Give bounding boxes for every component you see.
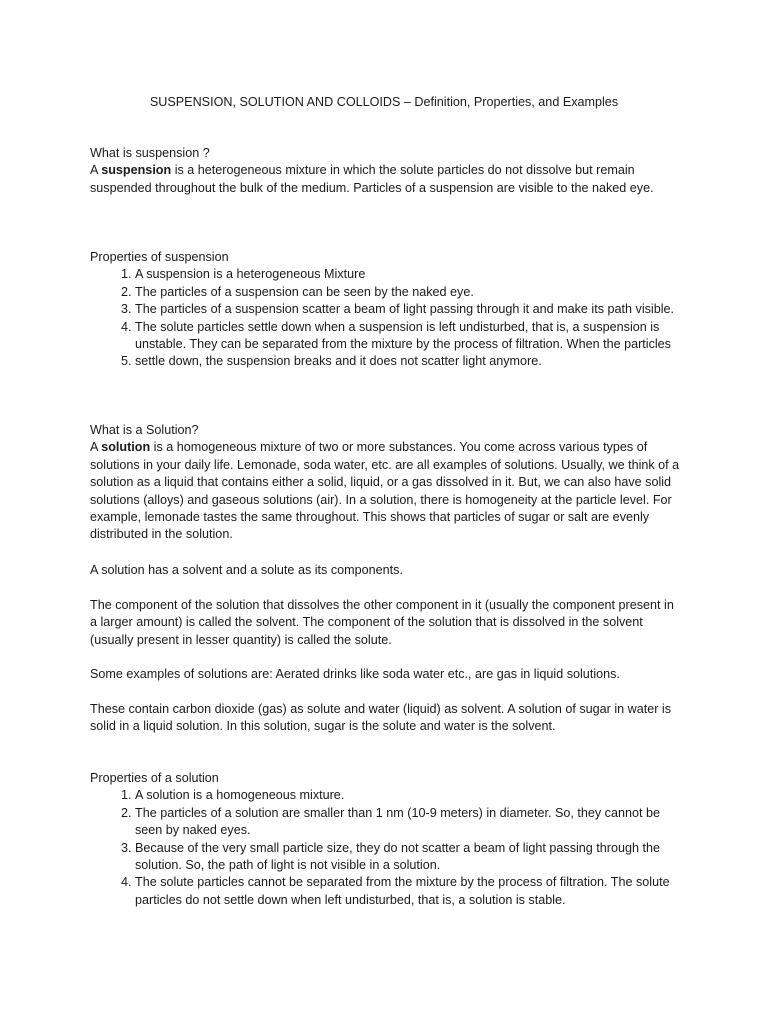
list-item: 4. The solute particles settle down when a suspension is left undisturbed, that is, a suspension is unstable. They can be separated from the mixture by the process of filtration. When the particles	[135, 319, 680, 354]
suspension-definition-prefix: A	[90, 163, 102, 178]
solution-section	[90, 422, 680, 544]
solution-question: What is a Solution?	[90, 423, 199, 437]
suspension-term: suspension	[101, 163, 172, 178]
suspension-properties-section	[90, 249, 680, 371]
solution-components-text: A solution has a solvent and a solute as its components.	[90, 563, 403, 577]
list-item: 3. The particles of a suspension scatter a beam of light passing through it and make its path visible.	[135, 301, 680, 318]
solution-term: solution	[101, 440, 151, 455]
suspension-question: What is suspension ?	[90, 146, 210, 160]
solution-definition-prefix: A	[90, 440, 102, 455]
list-item: 1. A suspension is a heterogeneous Mixture	[135, 266, 680, 283]
solution-properties-heading: Properties of a solution	[90, 771, 219, 785]
solution-properties-section	[90, 770, 680, 909]
suspension-definition-text: is a heterogeneous mixture in which the solute particles do not dissolve but remain suspended throughout the bulk of the medium. Particles of a suspension are visible to the naked eye.	[90, 163, 654, 195]
carbon-dioxide-paragraph	[90, 701, 680, 736]
solution-components-paragraph	[90, 562, 680, 579]
list-item: 4. The solute particles cannot be separated from the mixture by the process of filtration. The solute particles do not settle down when left undisturbed, that is, a solution is stable.	[135, 874, 680, 909]
solution-properties-list	[90, 787, 680, 909]
list-item: 3. Because of the very small particle size, they do not scatter a beam of light passing through the solution. So, the path of light is not visible in a solution.	[135, 840, 680, 875]
list-item: 2. The particles of a solution are smaller than 1 nm (10-9 meters) in diameter. So, they cannot be seen by naked eyes.	[135, 805, 680, 840]
list-item: 5. settle down, the suspension breaks and it does not scatter light anymore.	[135, 353, 680, 370]
suspension-section	[90, 145, 680, 197]
solution-examples-paragraph	[90, 666, 680, 683]
solvent-solute-text: The component of the solution that dissolves the other component in it (usually the component present in a larger amount) is called the solvent. The component of the solution that is dissolved in the solvent (usually present in lesser quantity) is called the solute.	[90, 598, 674, 647]
carbon-dioxide-text: These contain carbon dioxide (gas) as solute and water (liquid) as solvent. A solution of sugar in water is solid in a liquid solution. In this solution, sugar is the solute and water is the solvent.	[90, 702, 672, 734]
solution-examples-text: Some examples of solutions are: Aerated drinks like soda water etc., are gas in liquid solutions.	[90, 667, 620, 681]
solution-definition	[90, 439, 680, 543]
solution-definition-text: is a homogeneous mixture of two or more substances. You come across various types of solutions in your daily life. Lemonade, soda water, etc. are all examples of solutions. Usually, we think of a solution as a liquid that contains either a solid, liquid, or a gas dissolved in it. But, we can also have solid solutions (alloys) and gaseous solutions (air). In a solution, there is homogeneity at the particle level. For example, lemonade tastes the same throughout. This shows that particles of sugar or salt are evenly distributed in the solution.	[90, 440, 680, 542]
suspension-properties-heading: Properties of suspension	[90, 250, 229, 264]
suspension-definition	[90, 162, 680, 197]
solution-definition-paragraph	[90, 597, 680, 649]
suspension-properties-list	[90, 266, 680, 370]
list-item: 1. A solution is a homogeneous mixture.	[135, 787, 680, 804]
document-title: SUSPENSION, SOLUTION AND COLLOIDS – Definition, Properties, and Examples	[149, 95, 619, 109]
list-item: 2. The particles of a suspension can be seen by the naked eye.	[135, 284, 680, 301]
